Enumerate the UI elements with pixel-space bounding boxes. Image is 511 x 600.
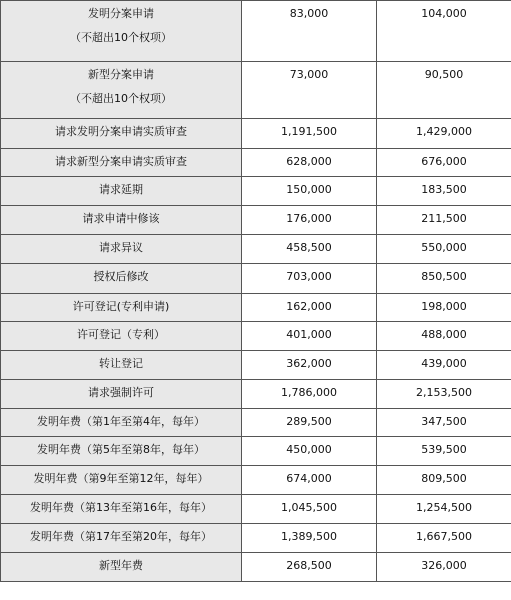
value-cell-1	[242, 294, 377, 322]
table-row	[1, 409, 511, 437]
value-2: 1,254,500	[416, 501, 472, 514]
row-label: 发明年费（第1年至第4年，每年）	[37, 415, 205, 428]
value-2: 1,429,000	[416, 125, 472, 138]
value-cell-2	[377, 1, 511, 62]
row-label-cell	[1, 206, 242, 235]
value-1: 1,786,000	[281, 386, 337, 399]
row-sublabel: （不超出10个权项）	[70, 31, 172, 44]
row-label-cell	[1, 235, 242, 264]
row-label: 许可登记(专利申请)	[72, 300, 170, 313]
row-label-cell	[1, 264, 242, 294]
value-cell-2	[377, 119, 511, 149]
value-cell-2	[377, 294, 511, 322]
table-row	[1, 322, 511, 351]
row-label-cell	[1, 380, 242, 409]
table-row	[1, 1, 511, 62]
fee-table-body	[1, 1, 511, 582]
row-label: 新型分案申请	[88, 68, 154, 81]
table-row	[1, 294, 511, 322]
row-label: 发明年费（第17年至第20年，每年）	[30, 530, 212, 543]
value-1: 450,000	[286, 443, 332, 456]
table-row	[1, 62, 511, 119]
value-1: 628,000	[286, 155, 332, 168]
row-label-cell	[1, 322, 242, 351]
row-label: 转让登记	[99, 357, 143, 370]
value-cell-2	[377, 380, 511, 409]
value-cell-1	[242, 177, 377, 206]
row-label: 新型年费	[99, 559, 143, 572]
row-label: 请求新型分案申请实质审查	[55, 155, 187, 168]
value-cell-2	[377, 351, 511, 380]
value-cell-2	[377, 177, 511, 206]
value-1: 289,500	[286, 415, 332, 428]
row-label: 请求异议	[99, 241, 143, 254]
row-label: 发明年费（第13年至第16年，每年）	[30, 501, 212, 514]
value-cell-2	[377, 553, 511, 582]
value-1: 1,191,500	[281, 125, 337, 138]
row-label-cell	[1, 119, 242, 149]
value-cell-1	[242, 495, 377, 524]
value-2: 676,000	[421, 155, 467, 168]
value-cell-1	[242, 62, 377, 119]
value-1: 150,000	[286, 183, 332, 196]
value-cell-1	[242, 149, 377, 177]
value-2: 439,000	[421, 357, 467, 370]
value-1: 268,500	[286, 559, 332, 572]
row-label-cell	[1, 409, 242, 437]
value-cell-2	[377, 62, 511, 119]
value-2: 183,500	[421, 183, 467, 196]
row-label: 许可登记（专利）	[77, 328, 165, 341]
value-cell-1	[242, 119, 377, 149]
value-cell-2	[377, 149, 511, 177]
value-cell-1	[242, 1, 377, 62]
table-row	[1, 149, 511, 177]
table-row	[1, 235, 511, 264]
row-label: 请求强制许可	[88, 386, 154, 399]
value-1: 674,000	[286, 472, 332, 485]
value-2: 2,153,500	[416, 386, 472, 399]
value-1: 1,045,500	[281, 501, 337, 514]
value-2: 211,500	[421, 212, 467, 225]
row-label-cell	[1, 1, 242, 62]
value-1: 162,000	[286, 300, 332, 313]
value-1: 362,000	[286, 357, 332, 370]
table-row	[1, 437, 511, 466]
value-1: 703,000	[286, 270, 332, 283]
value-cell-2	[377, 466, 511, 495]
row-label-cell	[1, 524, 242, 553]
row-label: 发明年费（第5年至第8年，每年）	[37, 443, 205, 456]
value-cell-1	[242, 322, 377, 351]
table-row	[1, 119, 511, 149]
value-2: 198,000	[421, 300, 467, 313]
row-label: 发明分案申请	[88, 7, 154, 20]
row-label-cell	[1, 149, 242, 177]
value-cell-1	[242, 380, 377, 409]
value-2: 850,500	[421, 270, 467, 283]
row-label-cell	[1, 62, 242, 119]
value-cell-2	[377, 524, 511, 553]
value-cell-2	[377, 495, 511, 524]
row-label-cell	[1, 466, 242, 495]
value-1: 73,000	[289, 68, 329, 81]
table-row	[1, 206, 511, 235]
value-1: 176,000	[286, 212, 332, 225]
value-cell-1	[242, 235, 377, 264]
value-cell-2	[377, 322, 511, 351]
table-row	[1, 524, 511, 553]
value-2: 104,000	[421, 7, 467, 20]
row-sublabel: （不超出10个权项）	[70, 92, 172, 105]
value-2: 488,000	[421, 328, 467, 341]
table-row	[1, 264, 511, 294]
row-label-cell	[1, 495, 242, 524]
table-row	[1, 466, 511, 495]
value-cell-1	[242, 206, 377, 235]
table-row	[1, 495, 511, 524]
row-label-cell	[1, 294, 242, 322]
value-cell-2	[377, 409, 511, 437]
value-1: 83,000	[289, 7, 329, 20]
value-cell-2	[377, 437, 511, 466]
value-cell-1	[242, 351, 377, 380]
table-row	[1, 380, 511, 409]
value-cell-2	[377, 206, 511, 235]
row-label-cell	[1, 553, 242, 582]
row-label: 请求发明分案申请实质审查	[55, 125, 187, 138]
value-2: 1,667,500	[416, 530, 472, 543]
row-label-cell	[1, 351, 242, 380]
value-cell-1	[242, 409, 377, 437]
value-1: 458,500	[286, 241, 332, 254]
value-cell-1	[242, 437, 377, 466]
row-label: 发明年费（第9年至第12年，每年）	[33, 472, 209, 485]
table-row	[1, 553, 511, 582]
row-label-cell	[1, 177, 242, 206]
table-row	[1, 177, 511, 206]
value-2: 347,500	[421, 415, 467, 428]
table-row	[1, 351, 511, 380]
value-2: 809,500	[421, 472, 467, 485]
value-cell-2	[377, 264, 511, 294]
value-cell-1	[242, 553, 377, 582]
row-label: 授权后修改	[93, 270, 149, 283]
value-cell-1	[242, 466, 377, 495]
value-2: 550,000	[421, 241, 467, 254]
value-1: 1,389,500	[281, 530, 337, 543]
value-2: 539,500	[421, 443, 467, 456]
row-label: 请求申请中修该	[82, 212, 160, 225]
value-cell-1	[242, 264, 377, 294]
value-cell-2	[377, 235, 511, 264]
row-label-cell	[1, 437, 242, 466]
value-cell-1	[242, 524, 377, 553]
row-label: 请求延期	[99, 183, 143, 196]
value-2: 326,000	[421, 559, 467, 572]
value-1: 401,000	[286, 328, 332, 341]
value-2: 90,500	[424, 68, 464, 81]
